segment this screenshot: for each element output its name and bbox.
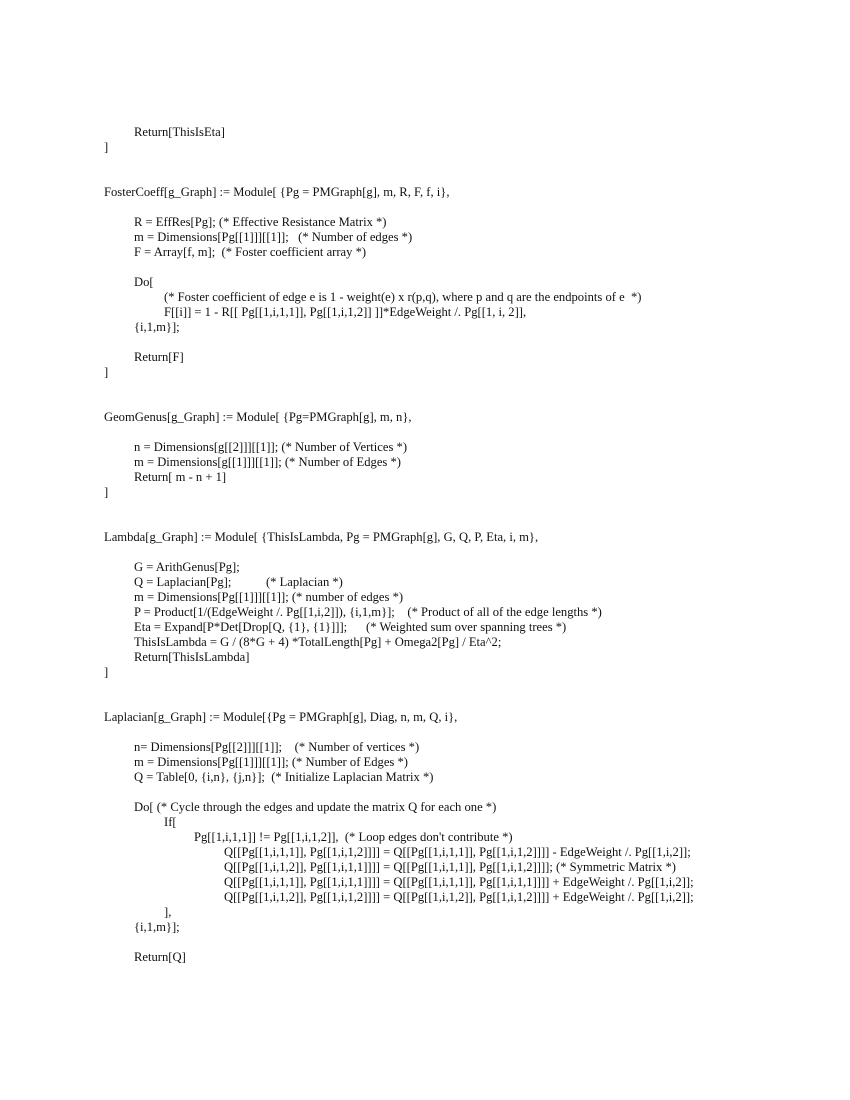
code-line: m = Dimensions[Pg[[1]]][[1]]; (* Number of Edges *) (134, 755, 408, 769)
code-line: Lambda[g_Graph] := Module[ {ThisIsLambda, Pg = PMGraph[g], G, Q, P, Eta, i, m}, (104, 530, 539, 544)
code-line: Do[ (* Cycle through the edges and update the matrix Q for each one *) (134, 800, 497, 814)
code-line: ThisIsLambda = G / (8*G + 4) *TotalLength[Pg] + Omega2[Pg] / Eta^2; (134, 635, 502, 649)
code-line: Q = Table[0, {i,n}, {j,n}]; (* Initialize Laplacian Matrix *) (134, 770, 434, 784)
code-line: Return[Q] (134, 950, 186, 964)
code-line: Q[[Pg[[1,i,1,2]], Pg[[1,i,1,2]]]] = Q[[Pg[[1,i,1,2]], Pg[[1,i,1,2]]]] + EdgeWeight /. Pg[[1,i,2]]; (224, 890, 694, 904)
code-line: Q[[Pg[[1,i,1,1]], Pg[[1,i,1,1]]]] = Q[[Pg[[1,i,1,1]], Pg[[1,i,1,1]]]] + EdgeWeight /. Pg[[1,i,2]]; (224, 875, 694, 889)
code-line: n= Dimensions[Pg[[2]]][[1]]; (* Number of vertices *) (134, 740, 420, 754)
code-line: Q[[Pg[[1,i,1,1]], Pg[[1,i,1,2]]]] = Q[[Pg[[1,i,1,1]], Pg[[1,i,1,2]]]] - EdgeWeight /. Pg[[1,i,2]]; (224, 845, 691, 859)
code-line: Do[ (134, 275, 154, 289)
code-line: m = Dimensions[Pg[[1]]][[1]]; (* Number of edges *) (134, 230, 413, 244)
code-line: ] (104, 485, 109, 499)
code-line: Pg[[1,i,1,1]] != Pg[[1,i,1,2]], (* Loop edges don't contribute *) (194, 830, 513, 844)
code-line: If[ (164, 815, 177, 829)
code-line: m = Dimensions[g[[1]]][[1]]; (* Number of Edges *) (134, 455, 401, 469)
code-line: F = Array[f, m]; (* Foster coefficient array *) (134, 245, 367, 259)
code-line: ] (104, 365, 109, 379)
code-line: Q = Laplacian[Pg]; (* Laplacian *) (134, 575, 343, 589)
code-line: Q[[Pg[[1,i,1,2]], Pg[[1,i,1,1]]]] = Q[[Pg[[1,i,1,1]], Pg[[1,i,1,2]]]]; (* Symmetric Matrix *) (224, 860, 676, 874)
code-line: Eta = Expand[P*Det[Drop[Q, {1}, {1}]]]; (* Weighted sum over spanning trees *) (134, 620, 567, 634)
code-line: FosterCoeff[g_Graph] := Module[ {Pg = PMGraph[g], m, R, F, f, i}, (104, 185, 450, 199)
code-line: Laplacian[g_Graph] := Module[{Pg = PMGraph[g], Diag, n, m, Q, i}, (104, 710, 458, 724)
code-line: ], (164, 905, 172, 919)
code-line: m = Dimensions[Pg[[1]]][[1]]; (* number of edges *) (134, 590, 404, 604)
code-line: {i,1,m}]; (134, 320, 180, 334)
code-line: Return[ThisIsEta] (134, 125, 225, 139)
code-line: Return[F] (134, 350, 184, 364)
code-line: Return[ThisIsLambda] (134, 650, 250, 664)
code-line: F[[i]] = 1 - R[[ Pg[[1,i,1,1]], Pg[[1,i,1,2]] ]]*EdgeWeight /. Pg[[1, i, 2]], (164, 305, 527, 319)
code-line: (* Foster coefficient of edge e is 1 - weight(e) x r(p,q), where p and q are the endpoints of e *) (164, 290, 642, 304)
code-line: {i,1,m}]; (134, 920, 180, 934)
code-line: n = Dimensions[g[[2]]][[1]]; (* Number of Vertices *) (134, 440, 408, 454)
code-line: G = ArithGenus[Pg]; (134, 560, 240, 574)
code-line: ] (104, 665, 109, 679)
code-line: R = EffRes[Pg]; (* Effective Resistance Matrix *) (134, 215, 387, 229)
code-line: GeomGenus[g_Graph] := Module[ {Pg=PMGraph[g], m, n}, (104, 410, 412, 424)
code-line: Return[ m - n + 1] (134, 470, 227, 484)
code-line: ] (104, 140, 109, 154)
code-line: P = Product[1/(EdgeWeight /. Pg[[1,i,2]]), {i,1,m}]; (* Product of all of the edge lengths *) (134, 605, 602, 619)
